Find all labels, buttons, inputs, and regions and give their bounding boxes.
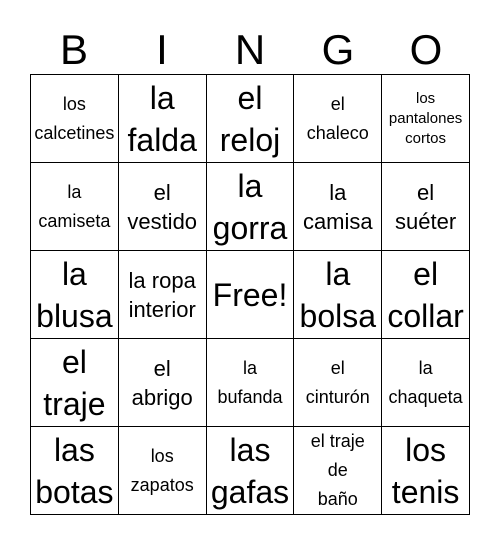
bingo-cell-o5[interactable] <box>382 427 470 515</box>
bingo-cell-label: el traje de baño <box>310 431 365 509</box>
bingo-cell-label: la gorra <box>212 167 288 246</box>
bingo-cell-label: la camisa <box>302 179 373 234</box>
bingo-cell-label: las gafas <box>210 431 290 510</box>
bingo-cell-n5[interactable] <box>207 427 295 515</box>
bingo-cell-i4[interactable] <box>119 339 207 427</box>
bingo-cell-b4[interactable] <box>31 339 119 427</box>
bingo-cell-label: la ropa interior <box>128 267 196 322</box>
bingo-cell-o3[interactable] <box>382 251 470 339</box>
bingo-cell-label: la falda <box>127 79 197 158</box>
bingo-cell-b2[interactable] <box>31 163 119 251</box>
bingo-cell-b5[interactable] <box>31 427 119 515</box>
bingo-cell-g5[interactable] <box>294 427 382 515</box>
bingo-cell-g1[interactable] <box>294 75 382 163</box>
bingo-cell-i5[interactable] <box>119 427 207 515</box>
bingo-cell-n2[interactable] <box>207 163 295 251</box>
bingo-cell-label: la blusa <box>36 255 113 334</box>
bingo-cell-o4[interactable] <box>382 339 470 427</box>
bingo-cell-label: la camiseta <box>38 181 111 231</box>
bingo-cell-label: la bolsa <box>299 255 377 334</box>
header-letter-b: B <box>59 26 88 73</box>
bingo-cell-label: el cinturón <box>305 357 370 407</box>
bingo-cell-label: los zapatos <box>130 445 194 495</box>
bingo-cell-i2[interactable] <box>119 163 207 251</box>
header-letter-o: O <box>409 26 443 73</box>
bingo-cell-n1[interactable] <box>207 75 295 163</box>
header-letter-n: N <box>234 26 266 73</box>
header-letter-g: G <box>321 26 355 73</box>
bingo-cell-o1[interactable] <box>382 75 470 163</box>
bingo-cell-label: los calcetines <box>34 93 115 143</box>
bingo-cell-label: el abrigo <box>131 355 193 410</box>
bingo-cell-label: los tenis <box>391 431 460 510</box>
bingo-cell-label: el traje <box>43 343 106 422</box>
bingo-cell-label: la chaqueta <box>388 357 463 407</box>
bingo-cell-b3[interactable] <box>31 251 119 339</box>
bingo-cell-label: Free! <box>212 276 288 313</box>
bingo-cell-n4[interactable] <box>207 339 295 427</box>
bingo-cell-g3[interactable] <box>294 251 382 339</box>
bingo-grid <box>30 74 470 515</box>
header-letter-i: I <box>156 26 168 73</box>
bingo-cell-label: el reloj <box>219 79 281 158</box>
bingo-cell-label: el chaleco <box>306 93 369 143</box>
bingo-cell-label: el suéter <box>395 179 457 234</box>
bingo-header <box>30 26 470 74</box>
bingo-cell-i3[interactable] <box>119 251 207 339</box>
bingo-cell-g4[interactable] <box>294 339 382 427</box>
bingo-cell-label: las botas <box>35 431 114 510</box>
bingo-cell-label: el vestido <box>127 179 198 234</box>
bingo-cell-b1[interactable] <box>31 75 119 163</box>
bingo-cell-label: el collar <box>387 255 464 334</box>
bingo-cell-label: los pantalones cortos <box>388 89 463 147</box>
bingo-cell-label: la bufanda <box>217 357 283 407</box>
bingo-cell-i1[interactable] <box>119 75 207 163</box>
bingo-cell-n3[interactable] <box>207 251 295 339</box>
bingo-cell-o2[interactable] <box>382 163 470 251</box>
bingo-cell-g2[interactable] <box>294 163 382 251</box>
